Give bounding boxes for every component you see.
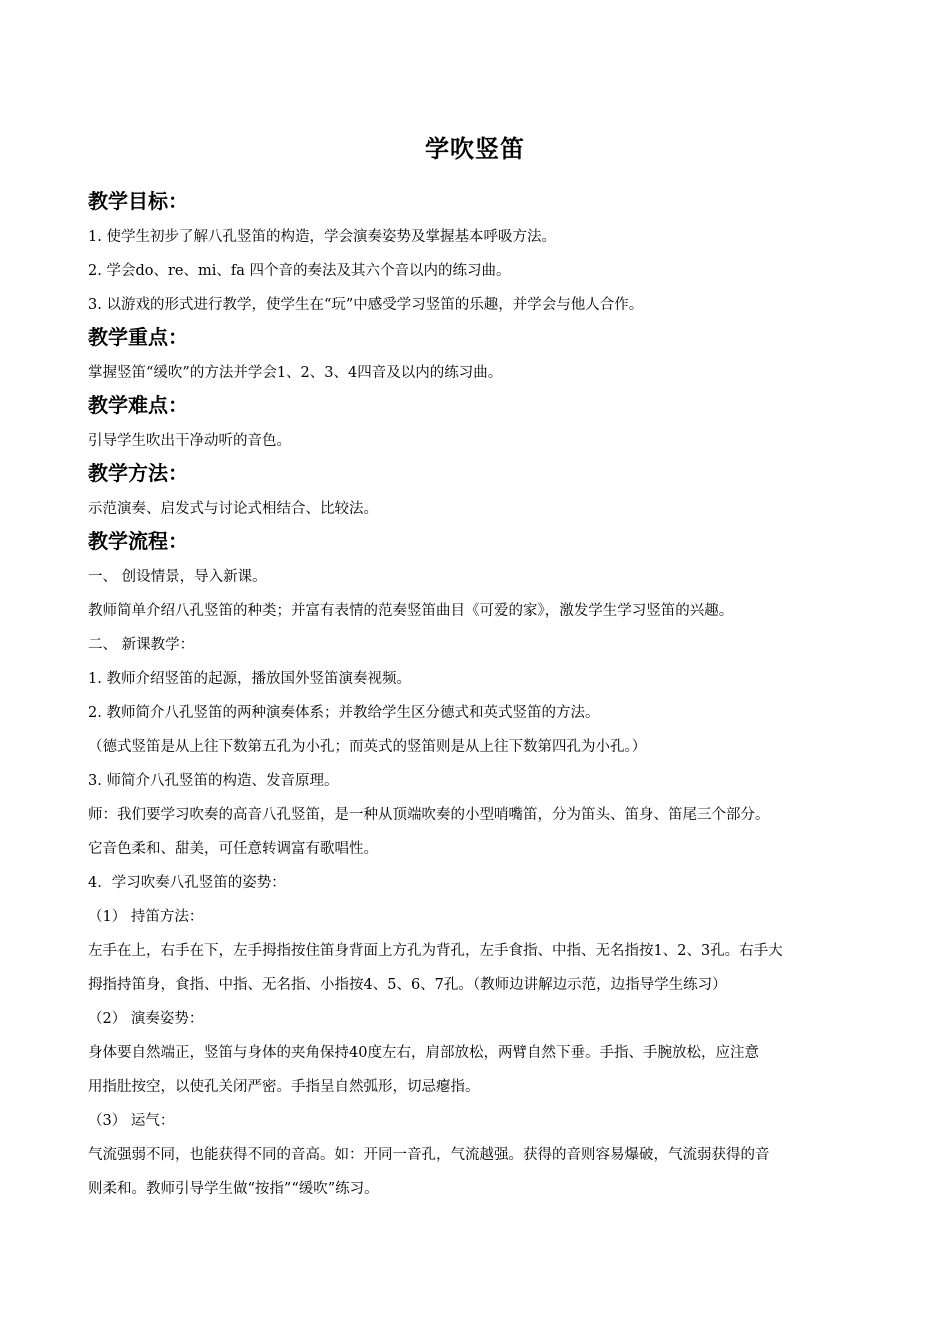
- process-line: 用指肚按空，以使孔关闭严密。手指呈自然弧形，切忌瘪指。: [88, 1079, 480, 1095]
- process-line: 教师简单介绍八孔竖笛的种类；并富有表情的范奏竖笛曲目《可爱的家》，激发学生学习竖笛的兴趣。: [88, 603, 734, 619]
- difficulties-text: 引导学生吹出干净动听的音色。: [88, 433, 291, 449]
- process-line: 3. 师简介八孔竖笛的构造、发音原理。: [88, 773, 339, 789]
- section-heading-process: 教学流程：: [88, 529, 188, 553]
- key-points-text: 掌握竖笛“缓吹”的方法并学会1、2、3、4四音及以内的练习曲。: [88, 365, 503, 381]
- process-line: 一、 创设情景，导入新课。: [88, 569, 267, 585]
- methods-text: 示范演奏、启发式与讨论式相结合、比较法。: [88, 501, 378, 517]
- process-line: 气流强弱不同，也能获得不同的音高。如：开同一音孔，气流越强。获得的音则容易爆破，气流弱获得的音: [88, 1147, 770, 1163]
- process-line: （1） 持笛方法：: [88, 909, 204, 925]
- process-line: 则柔和。教师引导学生做“按指”“缓吹”练习。: [88, 1181, 379, 1197]
- process-line: （3） 运气：: [88, 1113, 175, 1129]
- process-line: （德式竖笛是从上往下数第五孔为小孔；而英式的竖笛则是从上往下数第四孔为小孔。）: [88, 739, 647, 755]
- section-heading-difficulties: 教学难点：: [88, 393, 188, 417]
- process-line: 拇指持笛身，食指、中指、无名指、小指按4、5、6、7孔。（教师边讲解边示范，边指导学生练习）: [88, 977, 727, 993]
- process-line: 师：我们要学习吹奏的高音八孔竖笛，是一种从顶端吹奏的小型哨嘴笛，分为笛头、笛身、笛尾三个部分。: [88, 807, 770, 823]
- section-heading-goals: 教学目标：: [88, 189, 188, 213]
- section-heading-methods: 教学方法：: [88, 461, 188, 485]
- goal-item-3: 3. 以游戏的形式进行教学，使学生在“玩”中感受学习竖笛的乐趣，并学会与他人合作。: [88, 297, 644, 313]
- document-title: 学吹竖笛: [425, 135, 525, 163]
- document-body: [88, 186, 870, 1206]
- goal-item-2: 2. 学会do、re、mi、fa 四个音的奏法及其六个音以内的练习曲。: [88, 263, 511, 279]
- goal-item-1: 1. 使学生初步了解八孔竖笛的构造，学会演奏姿势及掌握基本呼吸方法。: [88, 229, 556, 245]
- process-line: （2） 演奏姿势：: [88, 1011, 204, 1027]
- process-line: 1. 教师介绍竖笛的起源，播放国外竖笛演奏视频。: [88, 671, 411, 687]
- process-line: 它音色柔和、甜美，可任意转调富有歌唱性。: [88, 841, 378, 857]
- process-line: 左手在上，右手在下，左手拇指按住笛身背面上方孔为背孔，左手食指、中指、无名指按1、2、3孔。右手大: [88, 943, 783, 959]
- section-heading-key-points: 教学重点：: [88, 325, 188, 349]
- process-line: 身体要自然端正，竖笛与身体的夹角保持40度左右，肩部放松，两臂自然下垂。手指、手腕放松，应注意: [88, 1045, 759, 1061]
- process-line: 2. 教师简介八孔竖笛的两种演奏体系；并教给学生区分德式和英式竖笛的方法。: [88, 705, 600, 721]
- process-line: 二、 新课教学：: [88, 637, 195, 653]
- process-line: 4．学习吹奏八孔竖笛的姿势：: [88, 875, 286, 891]
